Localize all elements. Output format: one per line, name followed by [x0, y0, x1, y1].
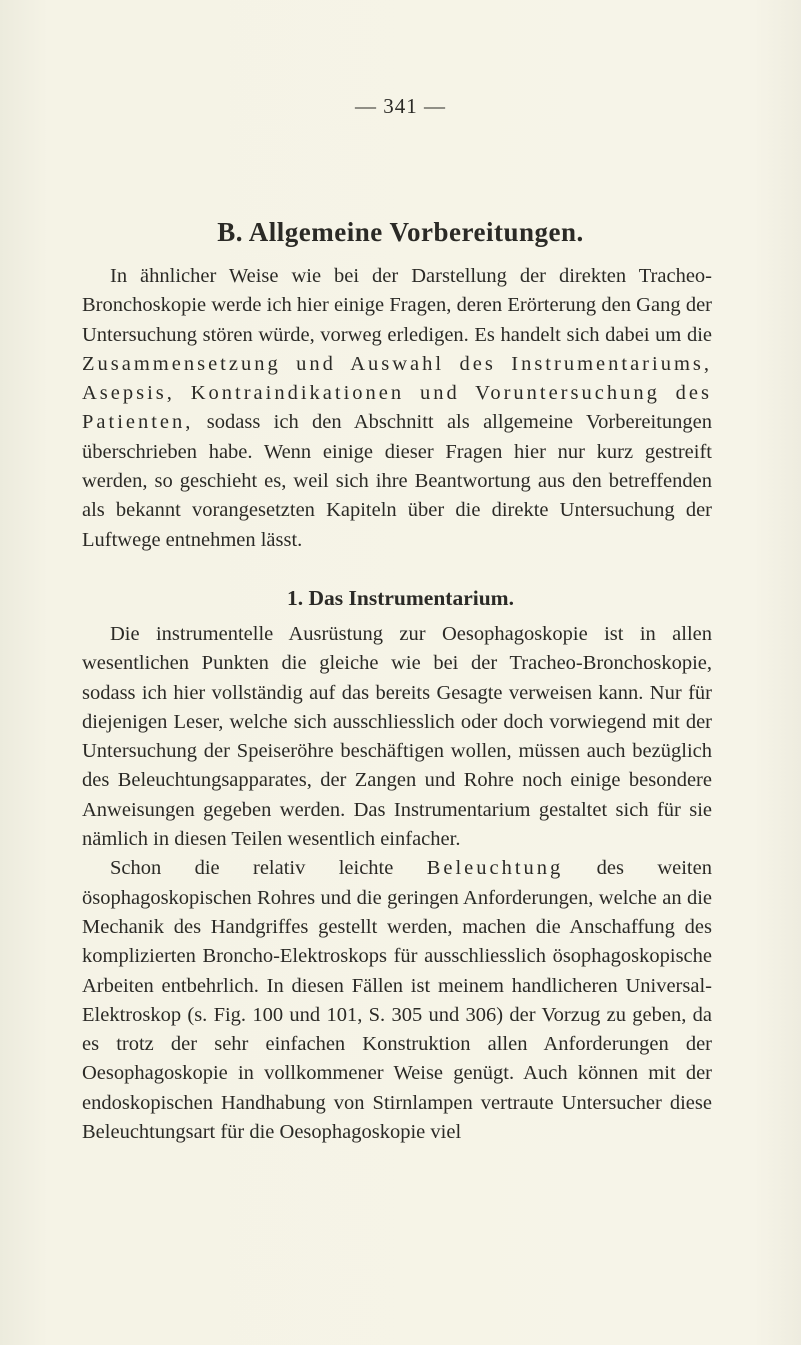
page-number: — 341 —: [355, 94, 446, 118]
intro-text-part2: sodass ich den Abschnitt als allgemeine Vorbereitungen überschrieben habe. Wenn einige dieser Fragen hier nur kurz gestreift werden, so geschieht es, weil sich ihre Beantwortung aus den betreffenden als bekannt vorangesetzten Kapiteln über die direkte Untersuchung der Luftwege entnehmen lässt.: [82, 411, 712, 551]
body-text: [82, 620, 712, 1147]
paragraph-2-emphasis: Beleuchtung: [426, 857, 564, 880]
intro-paragraph: [82, 262, 712, 555]
intro-text-part1: In ähnlicher Weise wie bei der Darstellung der direkten Tracheo-Bronchoskopie werde ich hier einige Fragen, deren Erörterung den Gang der Untersuchung stören würde, vorweg erledigen. Es handelt sich dabei um die: [82, 265, 712, 346]
paragraph-2-part2: des weiten ösophagoskopischen Rohres und die geringen Anforderungen, welche an die Mechanik des Handgriffes gestellt werden, machen die Anschaffung des komplizierten Broncho-Elektroskops für ausschliesslich ösophagoskopische Arbeiten entbehrlich. In diesen Fällen ist meinem handlicheren Universal-Elektroskop (s. Fig. 100 und 101, S. 305 und 306) der Vorzug zu geben, da es trotz der sehr einfachen Konstruktion allen Anforderungen der Oesophagoskopie in vollkommener Weise genügt. Auch können mit der endoskopischen Handhabung von Stirnlampen vertraute Untersucher diese Beleuchtungsart für die Oesophagoskopie viel: [82, 857, 712, 1144]
intro-emphasis: Zusammensetzung und Auswahl des Instrumentariums, Asepsis, Kontraindikationen und Voruntersuchung des Patienten,: [82, 352, 712, 434]
section-title: B. Allgemeine Vorbereitungen.: [217, 217, 584, 247]
intro-text: [82, 262, 712, 555]
subsection-title: 1. Das Instrumentarium.: [287, 586, 514, 610]
paragraph-2: [82, 854, 712, 1147]
paragraph-1: Die instrumentelle Ausrüstung zur Oesophagoskopie ist in allen wesentlichen Punkten die gleiche wie bei der Tracheo-Bronchoskopie, sodass ich hier vollständig auf das bereits Gesagte verweisen kann. Nur für diejenigen Leser, welche sich ausschliesslich oder doch vorwiegend mit der Untersuchung der Speiseröhre beschäftigen wollen, müssen auch bezüglich des Beleuchtungsapparates, der Zangen und Rohre noch einige besondere Anweisungen gegeben werden. Das Instrumentarium gestaltet sich für sie nämlich in diesen Teilen wesentlich einfacher.: [82, 623, 712, 851]
paragraph-2-part1: Schon die relativ leichte: [110, 857, 427, 880]
